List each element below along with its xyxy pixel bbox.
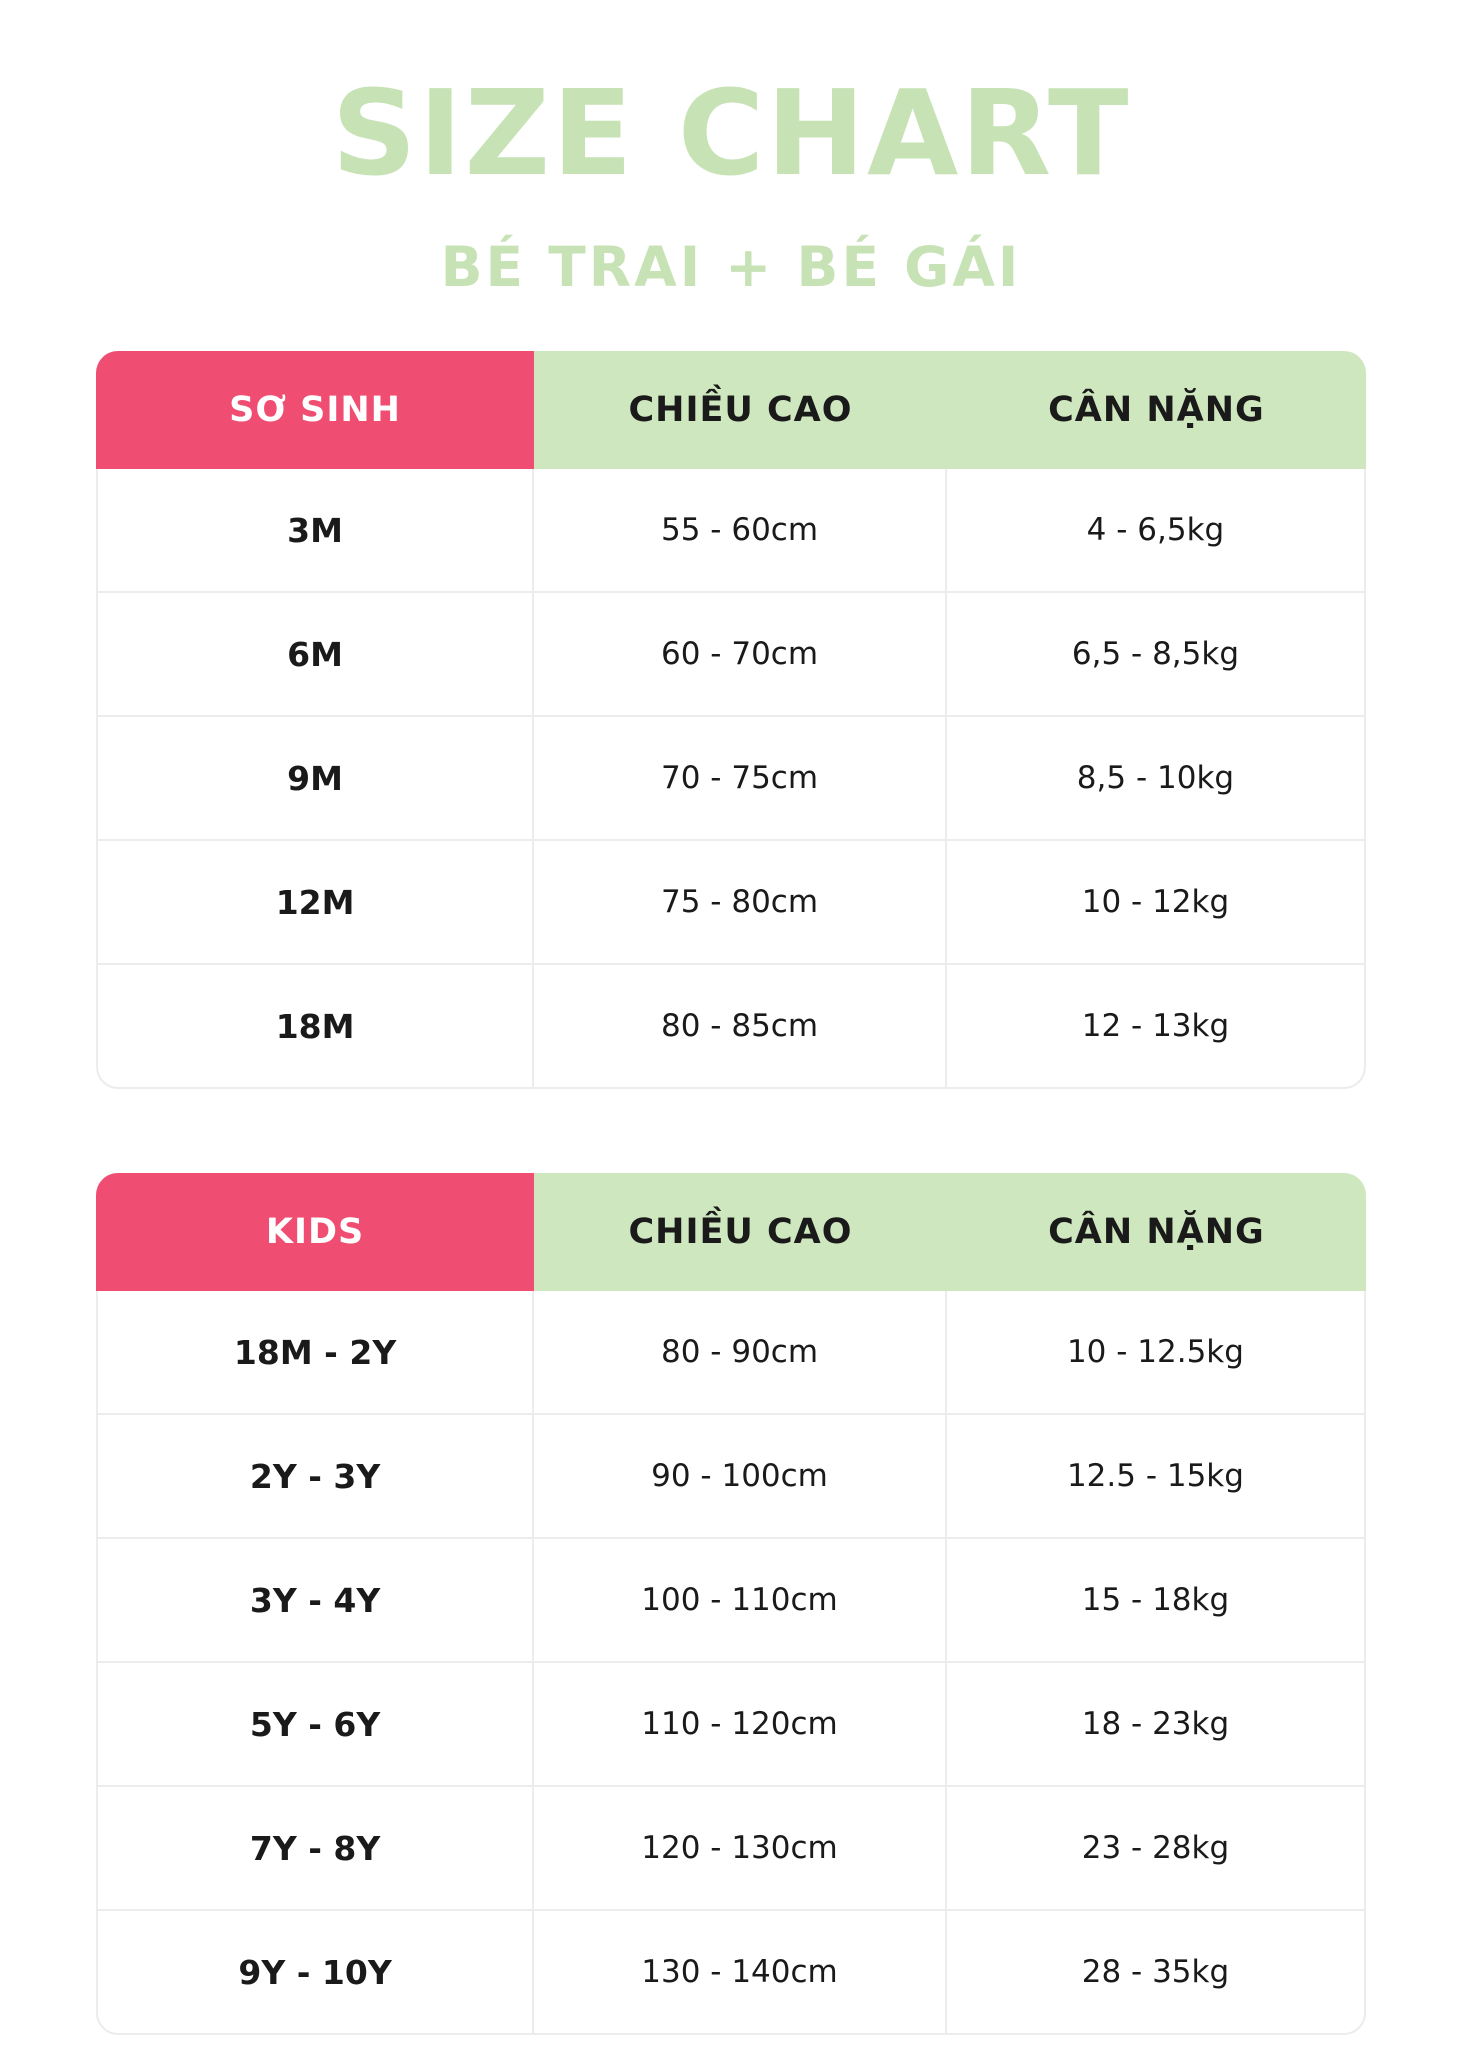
cell-size: 3Y - 4Y: [96, 1539, 534, 1663]
cell-weight: 10 - 12kg: [947, 841, 1366, 965]
cell-weight: 8,5 - 10kg: [947, 717, 1366, 841]
cell-weight: 23 - 28kg: [947, 1787, 1366, 1911]
cell-weight: 15 - 18kg: [947, 1539, 1366, 1663]
cell-weight: 28 - 35kg: [947, 1911, 1366, 2035]
cell-height: 55 - 60cm: [534, 469, 947, 593]
cell-height: 100 - 110cm: [534, 1539, 947, 1663]
table-row: [96, 965, 1366, 1089]
table-header-row: [96, 1173, 1366, 1291]
cell-size: 6M: [96, 593, 534, 717]
column-header-size: KIDS: [96, 1173, 534, 1291]
table-kids-wrapper: [96, 1173, 1366, 2035]
column-header-weight: CÂN NẶNG: [947, 351, 1366, 469]
cell-height: 80 - 90cm: [534, 1291, 947, 1415]
cell-size: 2Y - 3Y: [96, 1415, 534, 1539]
column-header-size: SƠ SINH: [96, 351, 534, 469]
cell-height: 90 - 100cm: [534, 1415, 947, 1539]
table-so-sinh-body: [96, 469, 1366, 1089]
cell-height: 80 - 85cm: [534, 965, 947, 1089]
table-row: [96, 1291, 1366, 1415]
table-row: [96, 841, 1366, 965]
cell-height: 75 - 80cm: [534, 841, 947, 965]
cell-size: 18M: [96, 965, 534, 1089]
column-header-weight: CÂN NẶNG: [947, 1173, 1366, 1291]
table-row: [96, 1911, 1366, 2035]
table-row: [96, 1539, 1366, 1663]
cell-height: 110 - 120cm: [534, 1663, 947, 1787]
page-subtitle: BÉ TRAI + BÉ GÁI: [440, 235, 1022, 299]
table-header-row: [96, 351, 1366, 469]
table-row: [96, 469, 1366, 593]
table-row: [96, 1787, 1366, 1911]
cell-weight: 12.5 - 15kg: [947, 1415, 1366, 1539]
cell-size: 3M: [96, 469, 534, 593]
column-header-height: CHIỀU CAO: [534, 351, 947, 469]
cell-weight: 12 - 13kg: [947, 965, 1366, 1089]
cell-size: 18M - 2Y: [96, 1291, 534, 1415]
cell-height: 60 - 70cm: [534, 593, 947, 717]
cell-weight: 18 - 23kg: [947, 1663, 1366, 1787]
cell-height: 130 - 140cm: [534, 1911, 947, 2035]
cell-height: 120 - 130cm: [534, 1787, 947, 1911]
cell-size: 9M: [96, 717, 534, 841]
cell-size: 9Y - 10Y: [96, 1911, 534, 2035]
table-so-sinh-wrapper: [96, 351, 1366, 1089]
table-kids-body: [96, 1291, 1366, 2035]
table-row: [96, 593, 1366, 717]
cell-height: 70 - 75cm: [534, 717, 947, 841]
cell-weight: 4 - 6,5kg: [947, 469, 1366, 593]
table-row: [96, 717, 1366, 841]
table-kids-head: [96, 1173, 1366, 1291]
cell-weight: 6,5 - 8,5kg: [947, 593, 1366, 717]
cell-weight: 10 - 12.5kg: [947, 1291, 1366, 1415]
cell-size: 7Y - 8Y: [96, 1787, 534, 1911]
table-so-sinh: [96, 351, 1366, 1089]
table-so-sinh-head: [96, 351, 1366, 469]
table-row: [96, 1663, 1366, 1787]
page-title: SIZE CHART: [331, 64, 1131, 202]
column-header-height: CHIỀU CAO: [534, 1173, 947, 1291]
cell-size: 5Y - 6Y: [96, 1663, 534, 1787]
table-row: [96, 1415, 1366, 1539]
page-header: [0, 0, 1462, 299]
cell-size: 12M: [96, 841, 534, 965]
table-kids: [96, 1173, 1366, 2035]
